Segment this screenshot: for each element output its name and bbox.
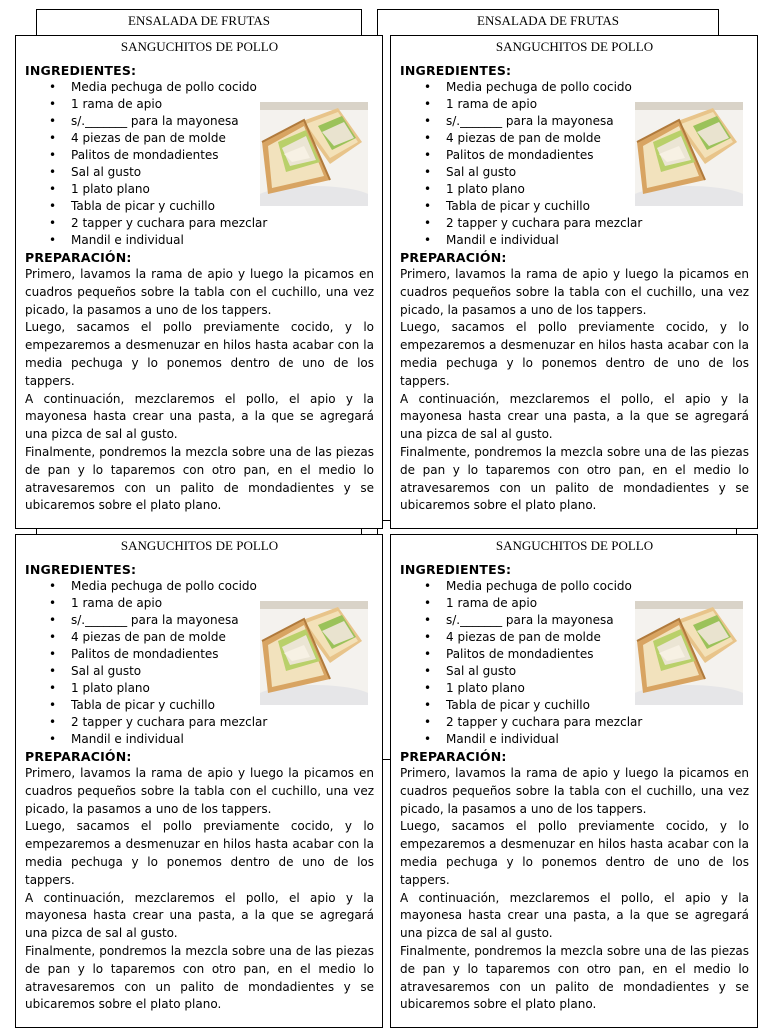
ingredient-item: • Sal al gusto	[25, 164, 374, 181]
ingredient-item: • 2 tapper y cuchara para mezclar	[400, 215, 749, 232]
ingredient-item: • 1 plato plano	[25, 680, 374, 697]
preparation-step: Primero, lavamos la rama de apio y luego la picamos en cuadros pequeños sobre la tabla con el cuchillo, una vez picado, la pasamos a uno de los tappers.	[25, 267, 374, 317]
sandwich-photo	[635, 102, 743, 206]
ingredient-item: • Media pechuga de pollo cocido	[25, 79, 374, 96]
ingredient-item: • 1 rama de apio	[25, 96, 374, 113]
preparation-step: Primero, lavamos la rama de apio y luego la picamos en cuadros pequeños sobre la tabla con el cuchillo, una vez picado, la pasamos a uno de los tappers.	[400, 766, 749, 816]
ingredient-item: • s/._______ para la mayonesa	[25, 113, 374, 130]
preparation-step: Luego, sacamos el pollo previamente cocido, y lo empezaremos a desmenuzar en hilos hasta acabar con la media pechuga y lo ponemos dentro de uno de los tappers.	[25, 320, 374, 388]
preparation-heading: PREPARACIÓN:	[25, 749, 132, 764]
recipe-card	[15, 35, 383, 529]
ingredient-item: • 2 tapper y cuchara para mezclar	[400, 714, 749, 731]
preparation-step: Luego, sacamos el pollo previamente cocido, y lo empezaremos a desmenuzar en hilos hasta acabar con la media pechuga y lo ponemos dentro de uno de los tappers.	[25, 819, 374, 887]
preparation-steps	[25, 266, 374, 515]
recipe-title: SANGUCHITOS DE POLLO	[120, 39, 279, 54]
sandwich-photo	[260, 102, 368, 206]
ingredient-item: • 2 tapper y cuchara para mezclar	[25, 714, 374, 731]
preparation-step: A continuación, mezclaremos el pollo, el apio y la mayonesa hasta crear una pasta, a la que se agregará una pizca de sal al gusto.	[25, 391, 374, 442]
ingredient-item: • Mandil e individual	[400, 232, 749, 249]
ingredient-item: • Sal al gusto	[25, 663, 374, 680]
preparation-steps	[400, 765, 749, 1014]
ingredients-heading: INGREDIENTES:	[25, 63, 137, 78]
ingredient-item: • 1 plato plano	[25, 181, 374, 198]
preparation-steps	[400, 266, 749, 515]
ingredient-item: • 2 tapper y cuchara para mezclar	[25, 215, 374, 232]
back-card-title: ENSALADA DE FRUTAS	[477, 13, 619, 28]
preparation-heading: PREPARACIÓN:	[400, 250, 507, 265]
ingredients-heading: INGREDIENTES:	[25, 562, 137, 577]
ingredient-item: • Media pechuga de pollo cocido	[25, 578, 374, 595]
ingredient-item: • Tabla de picar y cuchillo	[25, 697, 374, 714]
sandwich-photo	[635, 601, 743, 705]
ingredient-item: • Tabla de picar y cuchillo	[400, 198, 749, 215]
recipe-title: SANGUCHITOS DE POLLO	[495, 538, 654, 553]
preparation-step: A continuación, mezclaremos el pollo, el apio y la mayonesa hasta crear una pasta, a la que se agregará una pizca de sal al gusto.	[400, 391, 749, 442]
ingredient-item: • 4 piezas de pan de molde	[25, 130, 374, 147]
ingredient-item: • Palitos de mondadientes	[400, 646, 749, 663]
preparation-step: Finalmente, pondremos la mezcla sobre una de las piezas de pan y lo taparemos con otro pan, en el medio lo atravesaremos con un palito de mondadientes y se ubicaremos sobre el plato plano.	[400, 943, 749, 1012]
sandwich-photo	[260, 601, 368, 705]
ingredient-item: • Mandil e individual	[400, 731, 749, 748]
ingredient-item: • Mandil e individual	[25, 731, 374, 748]
ingredient-item: • s/._______ para la mayonesa	[400, 612, 749, 629]
ingredients-heading: INGREDIENTES:	[400, 562, 512, 577]
preparation-step: Luego, sacamos el pollo previamente cocido, y lo empezaremos a desmenuzar en hilos hasta acabar con la media pechuga y lo ponemos dentro de uno de los tappers.	[400, 819, 749, 887]
recipe-card	[390, 534, 758, 1028]
ingredient-item: • Media pechuga de pollo cocido	[400, 79, 749, 96]
recipe-card	[390, 35, 758, 529]
ingredient-item: • 4 piezas de pan de molde	[400, 629, 749, 646]
preparation-step: Finalmente, pondremos la mezcla sobre una de las piezas de pan y lo taparemos con otro pan, en el medio lo atravesaremos con un palito de mondadientes y se ubicaremos sobre el plato plano.	[25, 943, 374, 1012]
preparation-step: Finalmente, pondremos la mezcla sobre una de las piezas de pan y lo taparemos con otro pan, en el medio lo atravesaremos con un palito de mondadientes y se ubicaremos sobre el plato plano.	[400, 444, 749, 513]
preparation-heading: PREPARACIÓN:	[25, 250, 132, 265]
ingredient-item: • Sal al gusto	[400, 663, 749, 680]
preparation-steps	[25, 765, 374, 1014]
ingredient-item: • 4 piezas de pan de molde	[400, 130, 749, 147]
ingredient-item: • Sal al gusto	[400, 164, 749, 181]
ingredient-item: • 1 plato plano	[400, 680, 749, 697]
preparation-step: A continuación, mezclaremos el pollo, el apio y la mayonesa hasta crear una pasta, a la que se agregará una pizca de sal al gusto.	[400, 890, 749, 941]
ingredient-item: • Media pechuga de pollo cocido	[400, 578, 749, 595]
ingredient-item: • 1 plato plano	[400, 181, 749, 198]
back-card-title: ENSALADA DE FRUTAS	[128, 13, 270, 28]
preparation-step: Finalmente, pondremos la mezcla sobre una de las piezas de pan y lo taparemos con otro pan, en el medio lo atravesaremos con un palito de mondadientes y se ubicaremos sobre el plato plano.	[25, 444, 374, 513]
recipe-card	[15, 534, 383, 1028]
preparation-step: A continuación, mezclaremos el pollo, el apio y la mayonesa hasta crear una pasta, a la que se agregará una pizca de sal al gusto.	[25, 890, 374, 941]
ingredient-item: • Tabla de picar y cuchillo	[400, 697, 749, 714]
preparation-step: Primero, lavamos la rama de apio y luego la picamos en cuadros pequeños sobre la tabla con el cuchillo, una vez picado, la pasamos a uno de los tappers.	[400, 267, 749, 317]
ingredient-item: • 4 piezas de pan de molde	[25, 629, 374, 646]
ingredient-item: • Palitos de mondadientes	[25, 646, 374, 663]
recipe-title: SANGUCHITOS DE POLLO	[495, 39, 654, 54]
ingredients-heading: INGREDIENTES:	[400, 63, 512, 78]
ingredient-item: • Palitos de mondadientes	[25, 147, 374, 164]
ingredient-item: • 1 rama de apio	[25, 595, 374, 612]
recipe-title: SANGUCHITOS DE POLLO	[120, 538, 279, 553]
ingredient-item: • s/._______ para la mayonesa	[400, 113, 749, 130]
ingredient-item: • 1 rama de apio	[400, 595, 749, 612]
ingredient-item: • Tabla de picar y cuchillo	[25, 198, 374, 215]
preparation-heading: PREPARACIÓN:	[400, 749, 507, 764]
preparation-step: Luego, sacamos el pollo previamente cocido, y lo empezaremos a desmenuzar en hilos hasta acabar con la media pechuga y lo ponemos dentro de uno de los tappers.	[400, 320, 749, 388]
ingredient-item: • 1 rama de apio	[400, 96, 749, 113]
ingredient-item: • Mandil e individual	[25, 232, 374, 249]
ingredient-item: • Palitos de mondadientes	[400, 147, 749, 164]
preparation-step: Primero, lavamos la rama de apio y luego la picamos en cuadros pequeños sobre la tabla con el cuchillo, una vez picado, la pasamos a uno de los tappers.	[25, 766, 374, 816]
ingredient-item: • s/._______ para la mayonesa	[25, 612, 374, 629]
